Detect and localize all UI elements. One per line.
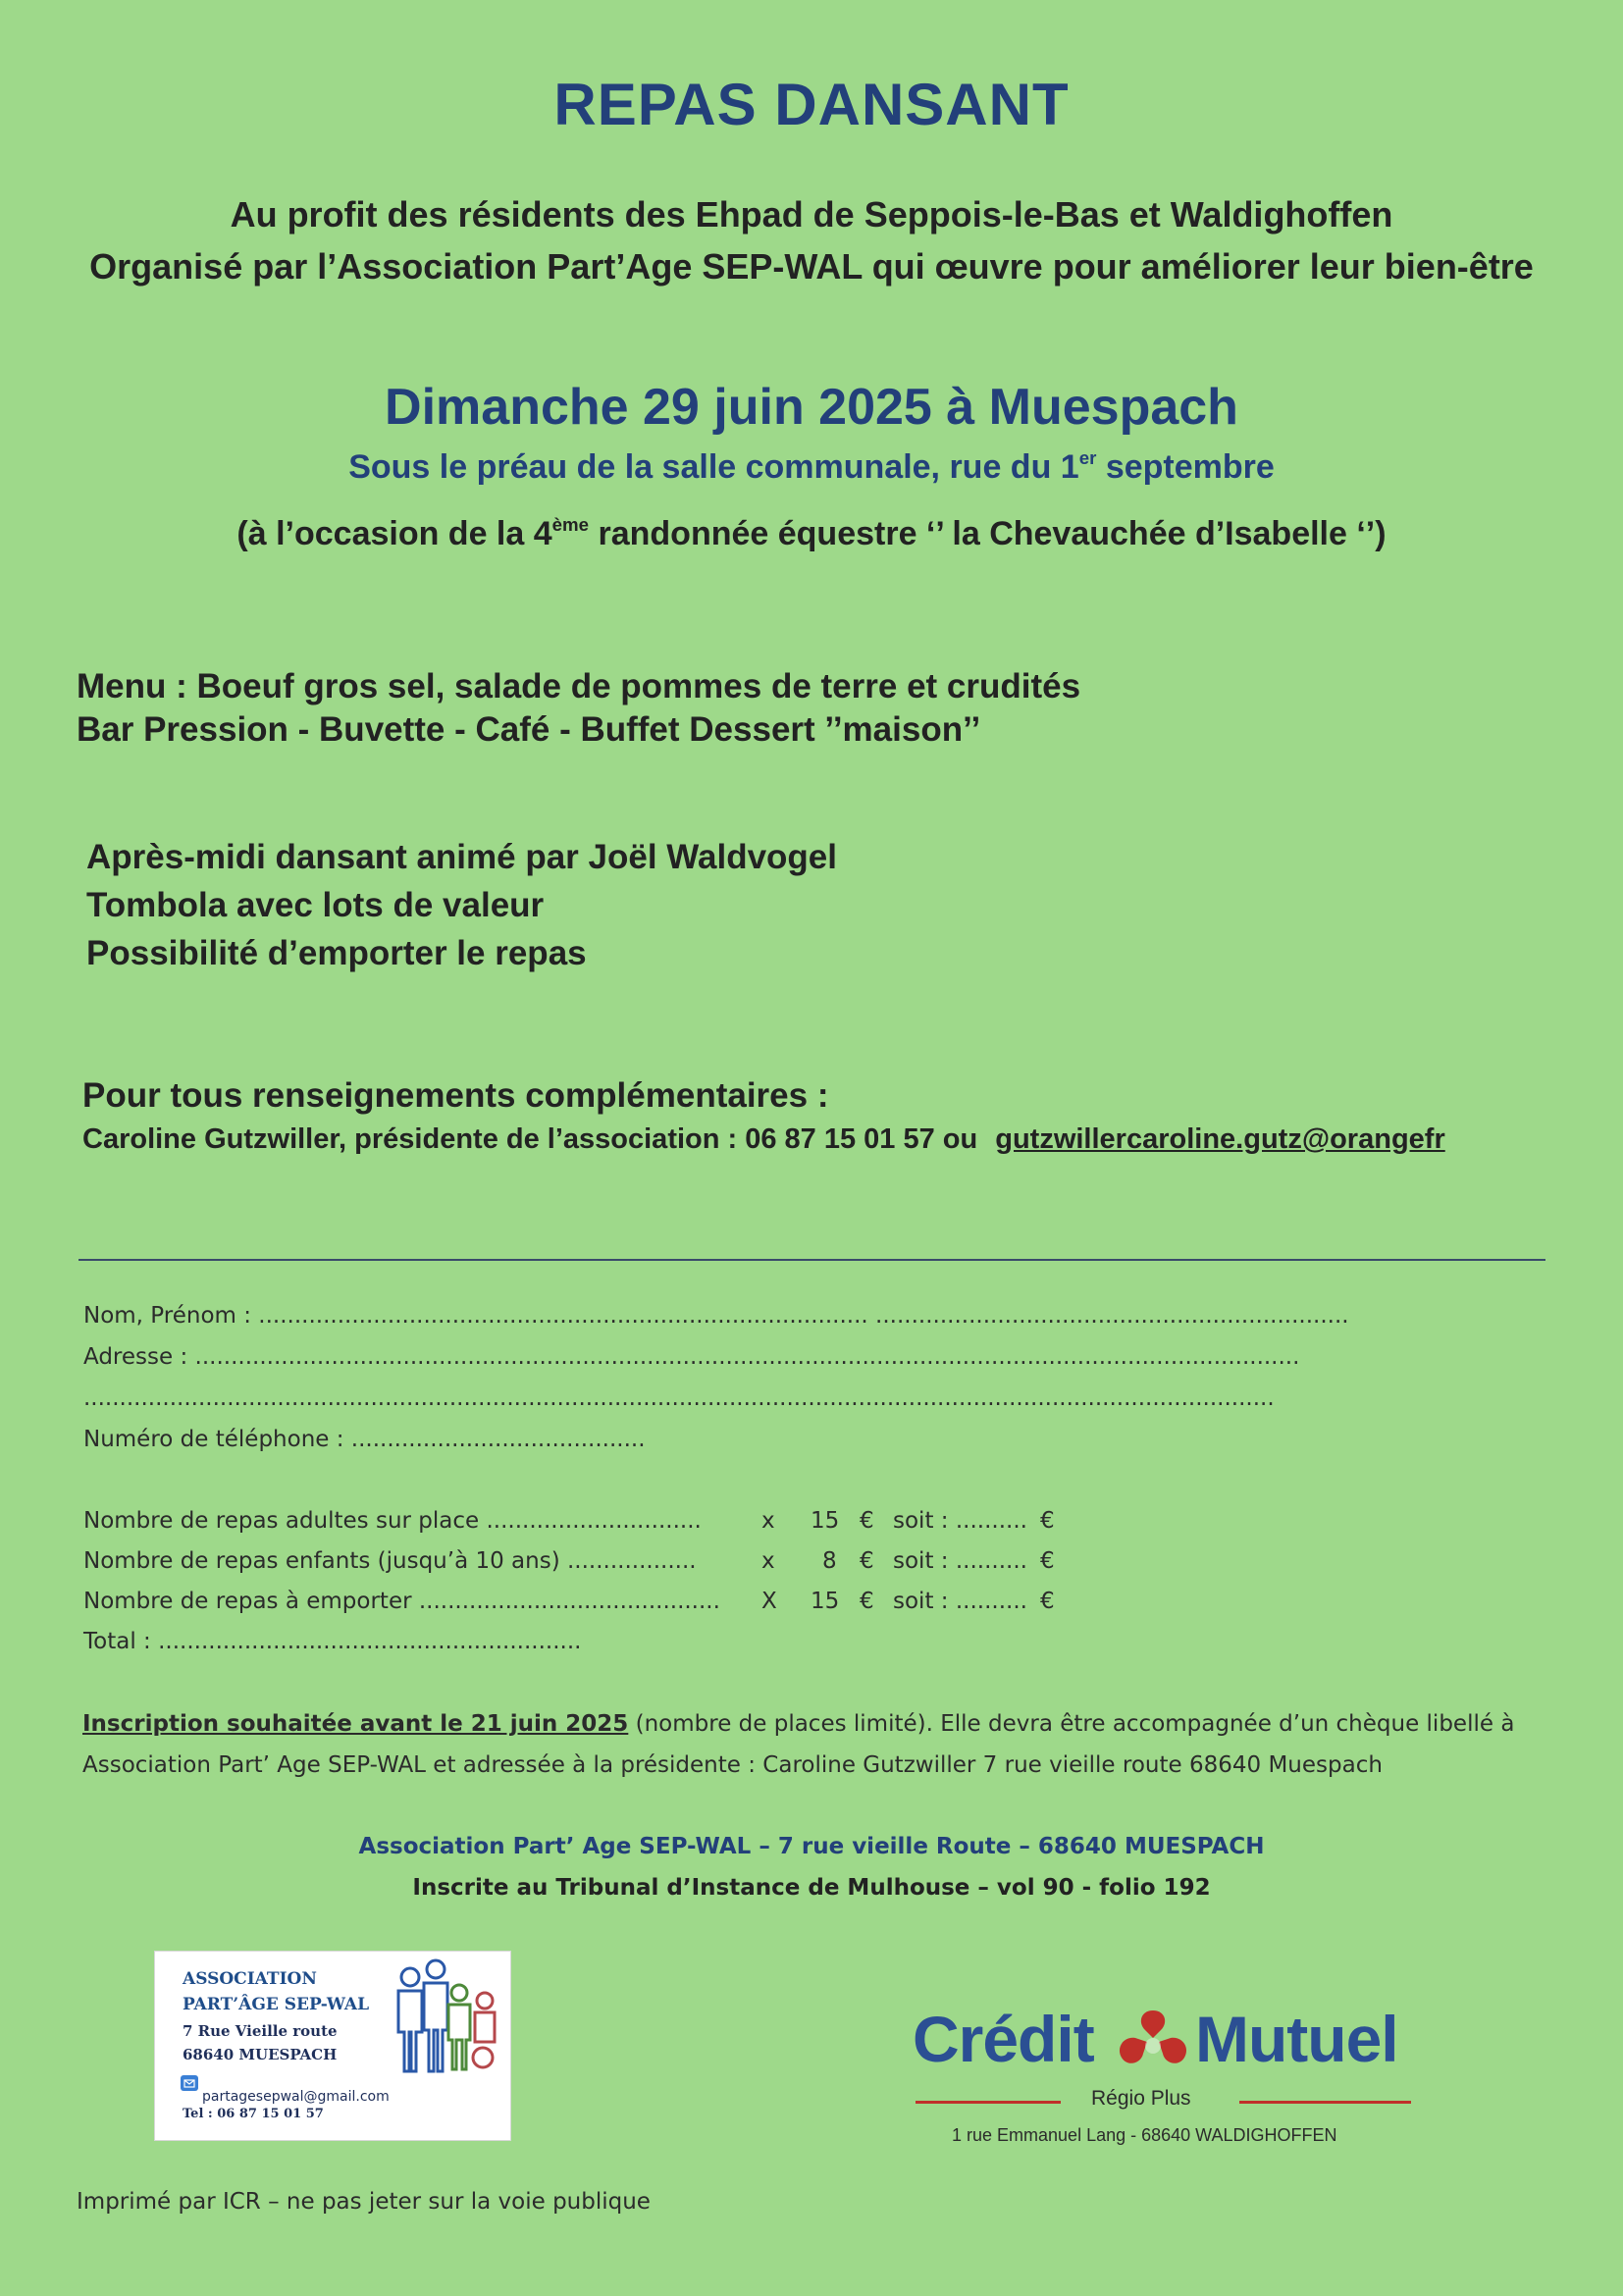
sponsor-subtitle: Régio Plus [1091,2087,1191,2110]
printed-by-note: Imprimé par ICR – ne pas jeter sur la voie publique [77,2189,651,2215]
event-place-text-end: septembre [1096,448,1275,487]
event-place [0,447,1623,487]
form-phone-dots: ......................................... [350,1427,646,1452]
menu-line: Menu : Boeuf gros sel, salade de pommes de terre et crudités [77,667,1081,705]
meal-row-price: 8 [822,1548,837,1574]
card-name-line1: ASSOCIATION [183,1969,317,1989]
card-name-line2: PART’ÂGE SEP-WAL [183,1995,370,2014]
meal-row-euro: € [1040,1508,1055,1534]
registration-note-line1 [82,1711,1514,1737]
meal-row-euro: € [1040,1589,1055,1614]
meal-row-label: Nombre de repas enfants (jusqu’à 10 ans) .................. [83,1548,697,1574]
meal-row-currency: € [860,1548,874,1574]
meal-row-price: 15 [811,1508,840,1534]
form-name-label: Nom, Prénom : [83,1303,259,1329]
info-heading: Pour tous renseignements complémentaires : [82,1076,829,1115]
menu-line: Bar Pression - Buvette - Café - Buffet Dessert ’’maison’’ [77,710,981,749]
event-place-text: Sous le préau de la salle communale, rue du 1 [348,448,1079,487]
form-address-dots: .......................................................................................................................................................... [194,1344,1300,1370]
event-occasion-text-end: randonnée équestre ‘’ la Chevauchée d’Isabelle ‘’) [589,515,1387,553]
subtitle-organizer: Organisé par l’Association Part’Age SEP-WAL qui œuvre pour améliorer leur bien-être [89,246,1534,287]
meal-row-mult: X [761,1589,777,1614]
contact-email-link[interactable]: gutzwillercaroline.gutz@orangefr [995,1123,1445,1155]
card-street: 7 Rue Vieille route [183,2022,338,2040]
sponsor-word2: Mutuel [1195,2003,1398,2075]
meal-row-soit[interactable]: soit : .......... [893,1589,1027,1614]
meal-row-label: Nombre de repas à emporter .......................................... [83,1589,720,1614]
event-occasion [0,514,1623,553]
meal-row-soit[interactable]: soit : .......... [893,1508,1027,1534]
logo-rule-left [916,2101,1061,2104]
association-registration: Inscrite au Tribunal d’Instance de Mulhouse – vol 90 - folio 192 [412,1875,1211,1901]
meal-row-mult: x [761,1548,775,1574]
credit-mutuel-emblem-icon [1114,2007,1192,2071]
activity-line: Possibilité d’emporter le repas [86,934,587,972]
meal-row-euro: € [1040,1548,1055,1574]
sponsor-address: 1 rue Emmanuel Lang - 68640 WALDIGHOFFEN [952,2125,1337,2145]
sponsor-word1: Crédit [913,2003,1094,2075]
form-phone-field[interactable] [83,1427,646,1452]
form-total-field[interactable] [83,1629,581,1654]
card-phone: Tel : 06 87 15 01 57 [183,2107,324,2121]
meal-row-currency: € [860,1508,874,1534]
info-contact-text: Caroline Gutzwiller, présidente de l’association : 06 87 15 01 57 ou [82,1123,978,1155]
event-place-sup: er [1078,447,1097,468]
form-address-label: Adresse : [83,1344,195,1370]
meal-row-soit[interactable]: soit : .......... [893,1548,1027,1574]
registration-deadline: Inscription souhaitée avant le 21 juin 2025 [82,1711,629,1737]
event-date: Dimanche 29 juin 2025 à Muespach [385,379,1238,436]
activity-line: Après-midi dansant animé par Joël Waldvogel [86,838,837,876]
form-name-field[interactable] [83,1303,1349,1329]
subtitle-beneficiaries: Au profit des résidents des Ehpad de Seppois-le-Bas et Waldighoffen [230,194,1393,235]
form-address-line2[interactable]: ...................................................................................................................................................................... [83,1385,1275,1411]
form-total-label: Total : [83,1629,159,1654]
flyer-title: REPAS DANSANT [553,72,1070,137]
association-card [154,1951,511,2141]
registration-note-text: (nombre de places limité). Elle devra être accompagnée d’un chèque libellé à [628,1711,1515,1737]
meal-row-mult: x [761,1508,775,1534]
logo-rule-right [1239,2101,1411,2104]
event-occasion-text: (à l’occasion de la 4 [236,515,552,553]
form-total-dots: ........................................................... [158,1629,582,1654]
form-phone-label: Numéro de téléphone : [83,1427,351,1452]
family-illustration-icon [387,1957,504,2077]
meal-row-price: 15 [811,1589,840,1614]
card-email[interactable]: partagesepwal@gmail.com [202,2089,390,2105]
cut-line [79,1259,1545,1261]
mail-icon [181,2075,198,2091]
form-name-dots: ..................................................................................... .................................................................. [258,1303,1349,1329]
registration-note-line2: Association Part’ Age SEP-WAL et adressée à la présidente : Caroline Gutzwiller 7 rue vieille route 68640 Muespach [82,1752,1383,1778]
info-contact [82,1123,1445,1156]
form-address-field[interactable] [83,1344,1299,1370]
event-occasion-sup: ème [551,514,590,535]
card-city: 68640 MUESPACH [183,2046,338,2063]
association-address: Association Part’ Age SEP-WAL – 7 rue vieille Route – 68640 MUESPACH [358,1834,1265,1859]
activity-line: Tombola avec lots de valeur [86,886,545,924]
meal-row-currency: € [860,1589,874,1614]
meal-row-label: Nombre de repas adultes sur place .............................. [83,1508,702,1534]
